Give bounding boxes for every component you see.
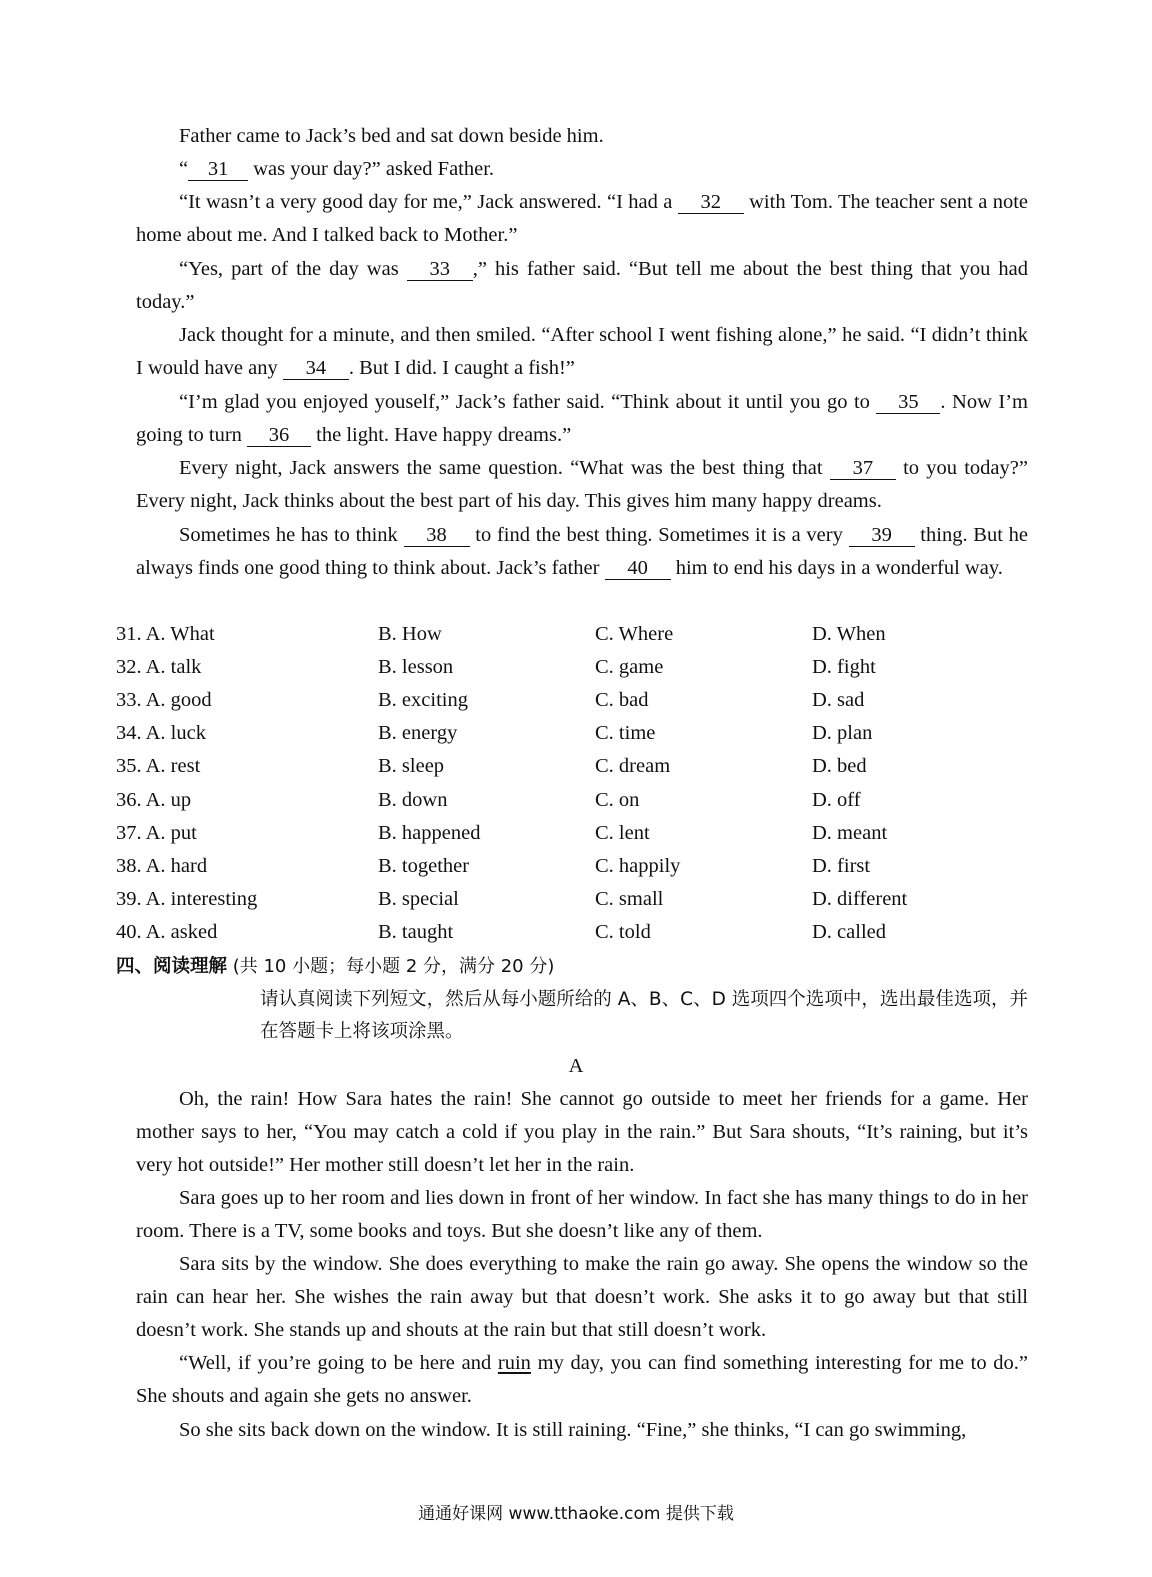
text: “Well, if you’re going to be here and: [179, 1352, 498, 1374]
section-title: 四、阅读理解: [116, 956, 228, 977]
blank-35: 35: [876, 391, 940, 414]
option-b: B. down: [378, 789, 448, 811]
option-c: C. happily: [595, 855, 681, 877]
option-d: D. first: [812, 855, 871, 877]
option-b: B. together: [378, 855, 470, 877]
text: to find the best thing. Sometimes it is a very: [469, 524, 849, 546]
option-c: C. bad: [595, 689, 649, 711]
option-c: C. dream: [595, 755, 671, 777]
option-a: 33. A. good: [116, 689, 212, 711]
option-b: B. lesson: [378, 656, 454, 678]
option-row-36: [116, 784, 1028, 817]
text: ,” his father said. “But tell me about the best thing that you had today.”: [136, 258, 1028, 314]
text: was your day?” asked Father.: [248, 158, 495, 180]
option-c: C. lent: [595, 822, 650, 844]
option-c: C. told: [595, 921, 651, 943]
option-row-33: [116, 684, 1028, 717]
passage-a-paragraph-5: So she sits back down on the window. It is still raining. “Fine,” she thinks, “I can go swimming,: [179, 1419, 967, 1441]
text: . Now I’m going to turn: [136, 391, 1028, 447]
text: “: [179, 158, 189, 180]
option-row-35: [116, 750, 1028, 783]
option-b: B. How: [378, 623, 442, 645]
text: Jack thought for a minute, and then smiled. “After school I went fishing alone,” he said. “I didn’t think I would have any: [136, 324, 1028, 380]
option-c: C. Where: [595, 623, 674, 645]
passage-a-paragraph-1: Oh, the rain! How Sara hates the rain! She cannot go outside to meet her friends for a game. Her mother says to her, “You may catch a cold if you play in the rain.” But Sara shouts, “It’s raining, but it’s very hot outside!” Her mother still doesn’t let her in the rain.: [136, 1088, 1028, 1177]
option-a: 37. A. put: [116, 822, 197, 844]
cloze-paragraph-5: [136, 319, 1028, 385]
option-b: B. special: [378, 888, 459, 910]
blank-40: 40: [605, 557, 671, 580]
passage-label: A: [568, 1055, 584, 1077]
text: Sometimes he has to think: [179, 524, 404, 546]
blank-34: 34: [283, 357, 349, 380]
section-note: (共 10 小题；每小题 2 分，满分 20 分): [227, 956, 555, 977]
option-d: D. fight: [812, 656, 876, 678]
option-c: C. small: [595, 888, 664, 910]
option-d: D. different: [812, 888, 908, 910]
cloze-paragraph-3: [136, 186, 1028, 252]
footer-source: 通通好课网 www.tthaoke.com 提供下载: [418, 1504, 734, 1524]
option-c: C. on: [595, 789, 640, 811]
blank-32: 32: [678, 191, 744, 214]
option-d: D. called: [812, 921, 886, 943]
text: “It wasn’t a very good day for me,” Jack answered. “I had a: [179, 191, 678, 213]
option-d: D. plan: [812, 722, 873, 744]
blank-33: 33: [407, 258, 473, 281]
cloze-paragraph-2: [136, 153, 1028, 186]
option-a: 35. A. rest: [116, 755, 201, 777]
cloze-paragraph-8: [136, 519, 1028, 585]
option-b: B. taught: [378, 921, 454, 943]
option-a: 40. A. asked: [116, 921, 218, 943]
section-heading: [116, 950, 554, 983]
option-row-38: [116, 850, 1028, 883]
option-row-32: [116, 651, 1028, 684]
underlined-word: ruin: [497, 1352, 531, 1374]
option-b: B. sleep: [378, 755, 445, 777]
option-b: B. happened: [378, 822, 481, 844]
option-row-37: [116, 817, 1028, 850]
option-d: D. bed: [812, 755, 867, 777]
text: my day, you can find something interesting for me to do.” She shouts and again she gets no answer.: [136, 1352, 1028, 1408]
text: Father came to Jack’s bed and sat down beside him.: [179, 125, 604, 147]
option-c: C. time: [595, 722, 656, 744]
passage-a-paragraph-2: Sara goes up to her room and lies down in front of her window. In fact she has many things to do in her room. There is a TV, some books and toys. But she doesn’t like any of them.: [136, 1187, 1028, 1243]
text: the light. Have happy dreams.”: [311, 424, 572, 447]
option-a: 39. A. interesting: [116, 888, 258, 910]
blank-37: 37: [830, 457, 896, 480]
text: him to end his days in a wonderful way.: [670, 557, 1003, 580]
text: with Tom. The teacher sent a note home about me. And I talked back to Mother.”: [136, 191, 1028, 247]
option-a: 36. A. up: [116, 789, 192, 811]
blank-31: 31: [188, 158, 248, 181]
option-b: B. energy: [378, 722, 458, 744]
option-d: D. off: [812, 789, 861, 811]
section-instruction: 请认真阅读下列短文，然后从每小题所给的 A、B、C、D 选项四个选项中，选出最佳选项，并在答题卡上将该项涂黑。: [260, 989, 1028, 1042]
cloze-paragraph-6: [136, 386, 1028, 452]
option-row-40: [116, 916, 1028, 949]
passage-a-paragraph-4: [136, 1347, 1028, 1413]
option-c: C. game: [595, 656, 664, 678]
text: “I’m glad you enjoyed youself,” Jack’s father said. “Think about it until you go to: [179, 391, 877, 413]
option-row-31: [116, 618, 1028, 651]
option-a: 31. A. What: [116, 623, 215, 645]
option-a: 34. A. luck: [116, 722, 206, 744]
blank-36: 36: [247, 424, 311, 447]
passage-a-paragraph-3: Sara sits by the window. She does everything to make the rain go away. She opens the window so the rain can hear her. She wishes the rain away but that doesn’t work. She asks it to go away but that still doesn’t work. She stands up and shouts at the rain but that still doesn’t work.: [136, 1253, 1028, 1342]
text: . But I did. I caught a fish!”: [348, 357, 575, 380]
option-b: B. exciting: [378, 689, 468, 711]
cloze-paragraph-7: [136, 452, 1028, 518]
option-row-34: [116, 717, 1028, 750]
option-a: 32. A. talk: [116, 656, 202, 678]
text: Every night, Jack answers the same question. “What was the best thing that: [179, 457, 830, 479]
text: to you today?” Every night, Jack thinks about the best part of his day. This gives him many happy dreams.: [136, 457, 1028, 513]
blank-39: 39: [849, 524, 915, 547]
cloze-paragraph-1: [136, 120, 1028, 153]
option-d: D. meant: [812, 822, 888, 844]
blank-38: 38: [404, 524, 470, 547]
option-a: 38. A. hard: [116, 855, 208, 877]
option-d: D. When: [812, 623, 886, 645]
cloze-paragraph-4: [136, 253, 1028, 319]
text: “Yes, part of the day was: [179, 258, 407, 280]
text: thing. But he always finds one good thing to think about. Jack’s father: [136, 524, 1029, 580]
option-row-39: [116, 883, 1028, 916]
option-d: D. sad: [812, 689, 865, 711]
